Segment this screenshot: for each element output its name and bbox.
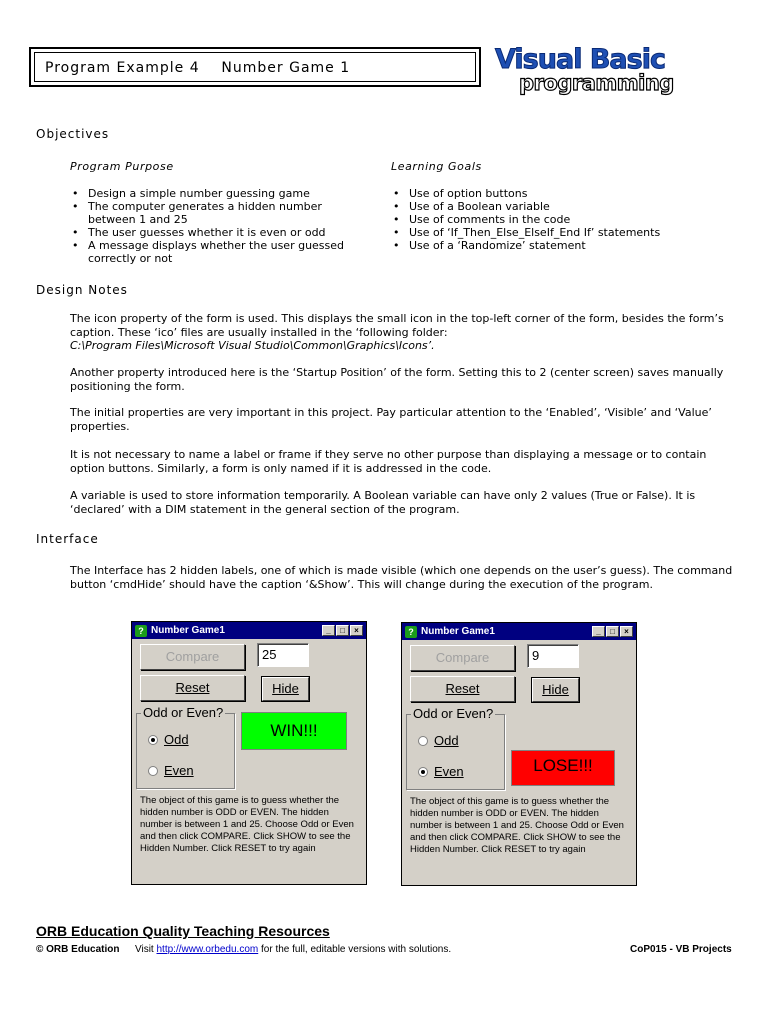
close-icon[interactable]: ×: [620, 626, 633, 637]
list-item: • The user guesses whether it is even or odd: [70, 226, 365, 239]
window-controls: [321, 625, 363, 636]
list-item: • Use of ‘If_Then_Else_ElseIf_End If’ statements: [391, 226, 741, 239]
radio-icon: [148, 766, 158, 776]
purpose-list: [70, 187, 365, 265]
maximize-icon[interactable]: □: [606, 626, 619, 637]
list-item: • Design a simple number guessing game: [70, 187, 365, 200]
goals-list: [391, 187, 741, 252]
page-title: Program Example 4 Number Game 1: [34, 52, 476, 82]
visual-basic-logo: [491, 40, 691, 96]
window-title: Number Game1: [421, 626, 495, 637]
minimize-icon[interactable]: _: [322, 625, 335, 636]
objectives-heading: Objectives: [36, 127, 110, 141]
close-icon[interactable]: ×: [350, 625, 363, 636]
result-label: LOSE!!!: [511, 750, 615, 786]
list-item: • Use of comments in the code: [391, 213, 741, 226]
list-item: • Use of option buttons: [391, 187, 741, 200]
maximize-icon[interactable]: □: [336, 625, 349, 636]
number-game-window-win: [131, 621, 367, 885]
interface-heading: Interface: [36, 532, 99, 546]
even-label: Even: [434, 764, 464, 779]
svg-text:Visual Basic: Visual Basic: [495, 44, 665, 75]
odd-option[interactable]: [148, 732, 189, 747]
title-box: [29, 47, 481, 87]
even-option[interactable]: [418, 764, 464, 779]
design-note-paragraph: It is not necessary to name a label or frame if they serve no other purpose than displaying a message or to contain option buttons. Similarly, a form is only named if it is addressed in the code.: [70, 448, 707, 475]
guess-input[interactable]: 9: [527, 644, 579, 668]
design-notes-heading: Design Notes: [36, 283, 128, 297]
footer-course-code: CoP015 - VB Projects: [630, 944, 732, 955]
odd-option[interactable]: [418, 733, 459, 748]
list-item: • Use of a ‘Randomize’ statement: [391, 239, 741, 252]
compare-button[interactable]: Compare: [140, 644, 245, 670]
reset-button[interactable]: Reset: [140, 675, 245, 701]
result-label: WIN!!!: [241, 712, 347, 750]
even-option[interactable]: [148, 763, 194, 778]
visit-label: Visit: [135, 944, 154, 955]
odd-label: Odd: [164, 732, 189, 747]
design-note-paragraph: [70, 312, 740, 353]
visit-rest: for the full, editable versions with solutions.: [261, 944, 452, 955]
reset-button[interactable]: Reset: [410, 676, 515, 702]
design-note-paragraph: The initial properties are very important in this project. Pay particular attention to the ‘Enabled’, ‘Visible’ and ‘Value’ properties.: [70, 406, 712, 433]
list-item: • Use of a Boolean variable: [391, 200, 741, 213]
radio-icon: [418, 736, 428, 746]
radio-icon: [418, 767, 428, 777]
icons-path: C:\Program Files\Microsoft Visual Studio\Common\Graphics\Icons’.: [70, 339, 435, 352]
compare-button[interactable]: Compare: [410, 645, 515, 671]
even-label: Even: [164, 763, 194, 778]
goals-heading: Learning Goals: [391, 160, 482, 173]
footer-title: ORB Education Quality Teaching Resources: [36, 923, 330, 939]
help-icon: ?: [405, 626, 417, 638]
frame-label: Odd or Even?: [143, 705, 224, 720]
number-game-window-lose: [401, 622, 637, 886]
interface-paragraph: The Interface has 2 hidden labels, one of which is made visible (which one depends on the user’s guess). The command button ‘cmdHide’ should have the caption ‘&Show’. This will change during the execution of the program.: [70, 564, 733, 591]
list-item: • The computer generates a hidden number between 1 and 25: [70, 200, 365, 226]
svg-text:programming: programming: [519, 71, 674, 95]
design-note-paragraph: A variable is used to store information temporarily. A Boolean variable can have only 2 values (True or False). It is ‘declared’ with a DIM statement in the general section of the program.: [70, 489, 696, 516]
purpose-heading: Program Purpose: [70, 160, 174, 173]
hide-button[interactable]: Hide: [532, 678, 579, 702]
design-note-text: The icon property of the form is used. This displays the small icon in the top-left corner of the form, besides the form’s caption. These ‘ico’ files are usually installed in the ‘following folder:: [70, 312, 724, 339]
instructions-text: The object of this game is to guess whether the hidden number is ODD or EVEN. The hidden number is between 1 and 25. Choose Odd or Even and then click COMPARE. Click SHOW to see the Hidden Number. Click RESET to try again: [410, 796, 624, 855]
list-item: • A message displays whether the user guessed correctly or not: [70, 239, 365, 265]
window-titlebar: [132, 622, 366, 639]
footer-copyright: © ORB Education: [36, 944, 120, 955]
radio-icon: [148, 735, 158, 745]
window-controls: [591, 626, 633, 637]
odd-label: Odd: [434, 733, 459, 748]
hide-button[interactable]: Hide: [262, 677, 309, 701]
footer-visit: [135, 944, 451, 955]
guess-input[interactable]: 25: [257, 643, 309, 667]
help-icon: ?: [135, 625, 147, 637]
website-link[interactable]: http://www.orbedu.com: [156, 944, 259, 955]
design-note-paragraph: Another property introduced here is the ‘Startup Position’ of the form. Setting this to 2 (center screen) saves manually positioning the form.: [70, 366, 724, 393]
minimize-icon[interactable]: _: [592, 626, 605, 637]
window-title: Number Game1: [151, 625, 225, 636]
frame-label: Odd or Even?: [413, 706, 494, 721]
instructions-text: The object of this game is to guess whether the hidden number is ODD or EVEN. The hidden number is between 1 and 25. Choose Odd or Even and then click COMPARE. Click SHOW to see the Hidden Number. Click RESET to try again: [140, 795, 354, 854]
window-titlebar: [402, 623, 636, 640]
